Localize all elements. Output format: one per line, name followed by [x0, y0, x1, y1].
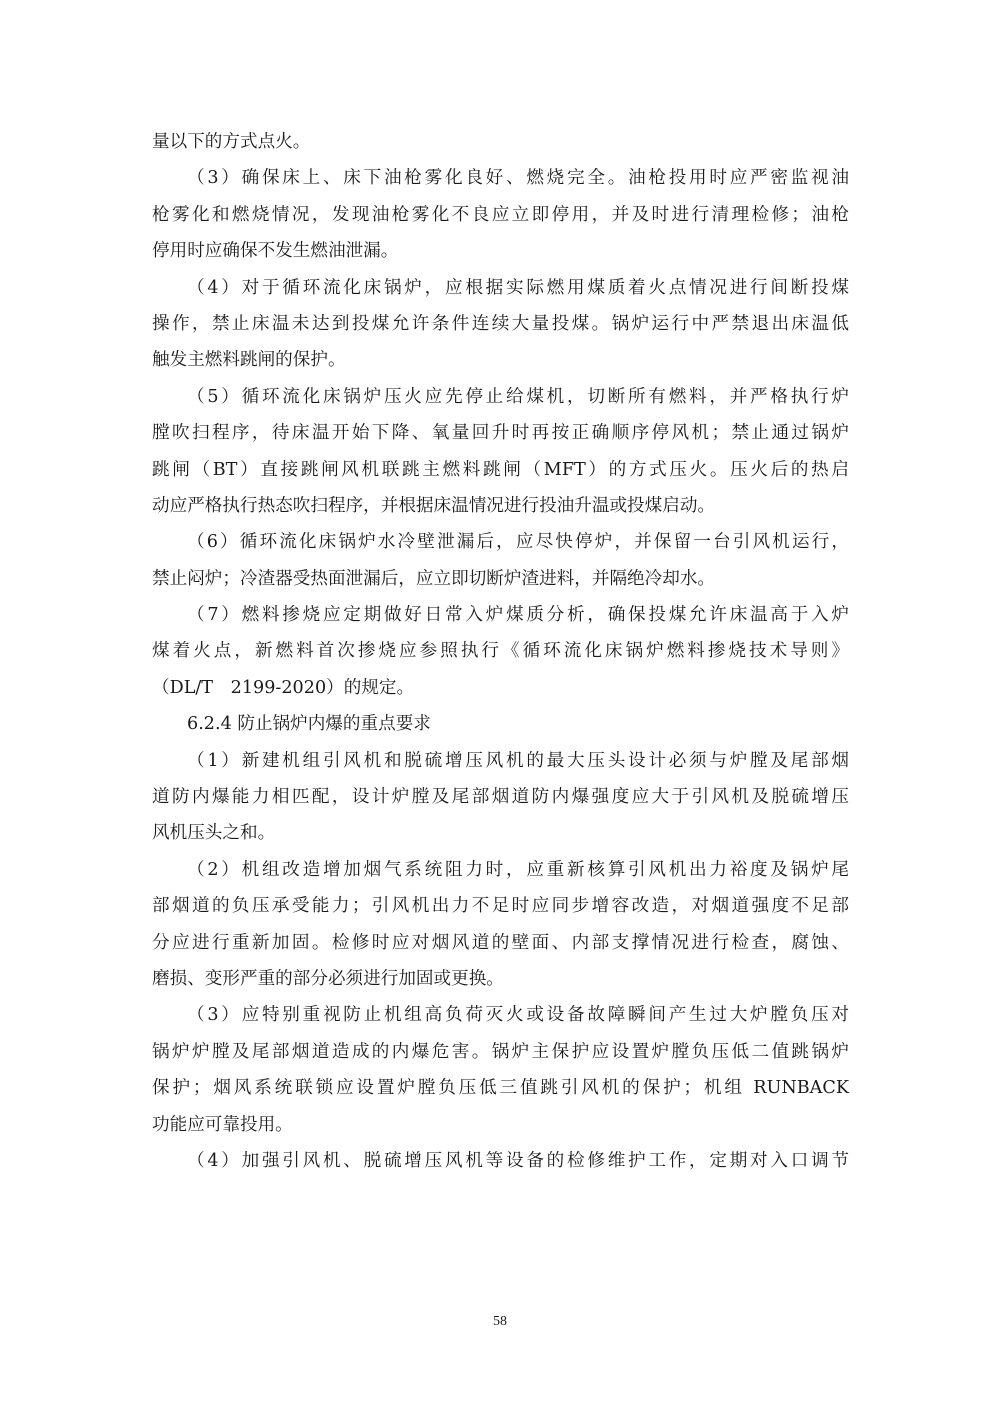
text-line: 停用时应确保不发生燃油泄漏。: [152, 241, 399, 262]
text-line: （5）循环流化床锅炉压火应先停止给煤机，切断所有燃料，并严格执行炉: [187, 386, 849, 407]
text-line: 部烟道的负压承受能力；引风机出力不足时应同步增容改造，对烟道强度不足部: [152, 896, 849, 917]
text-line: （DL/T 2199-2020）的规定。: [152, 677, 415, 698]
text-line: 禁止闷炉；冷渣器受热面泄漏后，应立即切断炉渣进料，并隔绝冷却水。: [152, 568, 716, 589]
text-line: 跳闸（BT）直接跳闸风机联跳主燃料跳闸（MFT）的方式压火。压火后的热启: [152, 459, 849, 480]
text-line: 膛吹扫程序，待床温开始下降、氧量回升时再按正确顺序停风机；禁止通过锅炉: [152, 423, 849, 444]
page-number: 58: [493, 1314, 507, 1329]
text-line: 锅炉炉膛及尾部烟道造成的内爆危害。锅炉主保护应设置炉膛负压低二值跳锅炉: [152, 1041, 849, 1062]
text-line: （3）应特别重视防止机组高负荷灭火或设备故障瞬间产生过大炉膛负压对: [187, 1005, 849, 1026]
text-line: （7）燃料掺烧应定期做好日常入炉煤质分析，确保投煤允许床温高于入炉: [187, 605, 849, 626]
text-line: 保护；烟风系统联锁应设置炉膛负压低三值跳引风机的保护；机组 RUNBACK: [152, 1078, 849, 1099]
text-line: 分应进行重新加固。检修时应对烟风道的壁面、内部支撑情况进行检查，腐蚀、: [152, 932, 849, 953]
text-line: 煤着火点，新燃料首次掺烧应参照执行《循环流化床锅炉燃料掺烧技术导则》: [152, 641, 849, 662]
text-line: 动应严格执行热态吹扫程序，并根据床温情况进行投油升温或投煤启动。: [152, 495, 716, 516]
text-line: 道防内爆能力相匹配，设计炉膛及尾部烟道防内爆强度应大于引风机及脱硫增压: [152, 787, 849, 808]
text-line: （1）新建机组引风机和脱硫增压风机的最大压头设计必须与炉膛及尾部烟: [187, 750, 849, 771]
text-line: 磨损、变形严重的部分必须进行加固或更换。: [152, 968, 504, 989]
text-line: （4）对于循环流化床锅炉，应根据实际燃用煤质着火点情况进行间断投煤: [187, 277, 849, 298]
document-body: [152, 124, 849, 1179]
text-line: （4）加强引风机、脱硫增压风机等设备的检修维护工作，定期对入口调节: [187, 1150, 849, 1171]
text-line: （6）循环流化床锅炉水冷壁泄漏后，应尽快停炉，并保留一台引风机运行，: [187, 532, 849, 553]
text-line: 风机压头之和。: [152, 823, 276, 844]
text-line: （3）确保床上、床下油枪雾化良好、燃烧完全。油枪投用时应严密监视油: [187, 168, 849, 189]
section-heading: 6.2.4 防止锅炉内爆的重点要求: [187, 714, 431, 735]
text-line: 操作，禁止床温未达到投煤允许条件连续大量投煤。锅炉运行中严禁退出床温低: [152, 313, 849, 334]
text-line: 触发主燃料跳闸的保护。: [152, 350, 346, 371]
text-line: （2）机组改造增加烟气系统阻力时，应重新核算引风机出力裕度及锅炉尾: [187, 859, 849, 880]
text-line: 量以下的方式点火。: [152, 132, 311, 152]
text-line: 枪雾化和燃烧情况，发现油枪雾化不良应立即停用，并及时进行清理检修；油枪: [152, 204, 849, 225]
text-line: 功能应可靠投用。: [152, 1114, 293, 1135]
